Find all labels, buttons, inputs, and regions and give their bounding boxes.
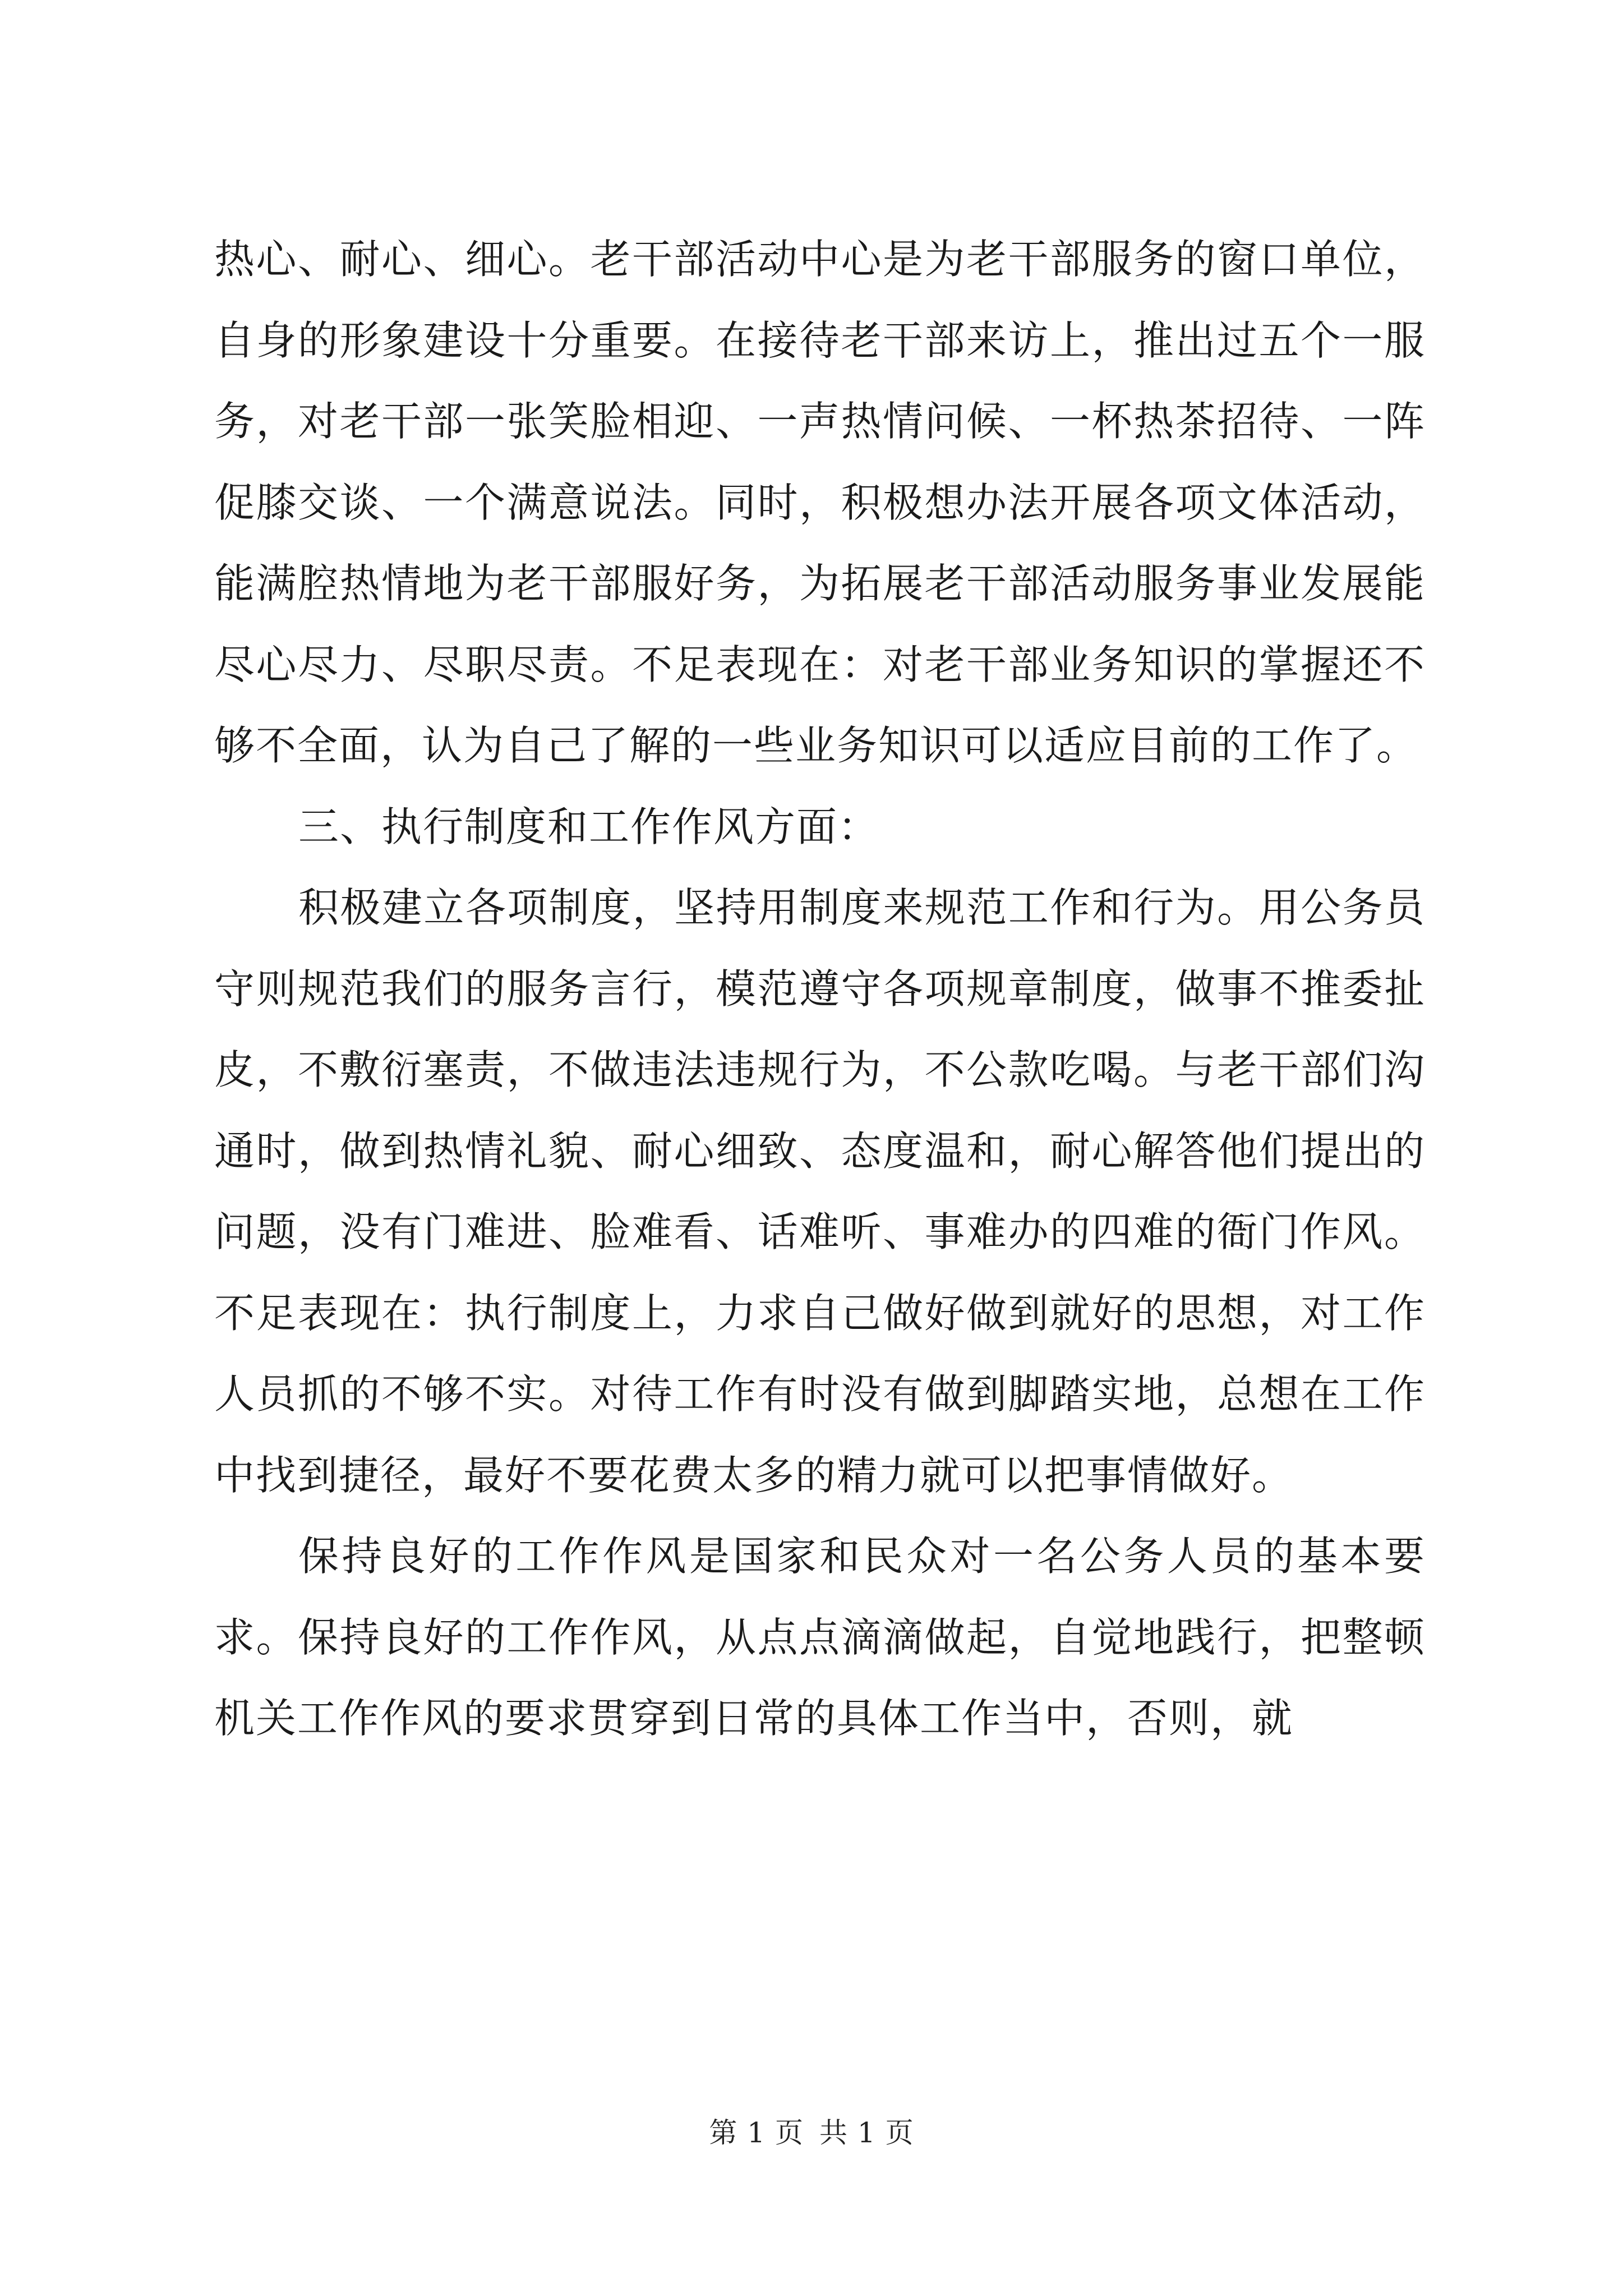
paragraph-2: 积极建立各项制度，坚持用制度来规范工作和行为。用公务员守则规范我们的服务言行，模范遵守各项规章制度，做事不推委扯皮，不敷衍塞责，不做违法违规行为，不公款吃喝。与老干部们沟通时，做到热情礼貌、耐心细致、态度温和，耐心解答他们提出的问题，没有门难进、脸难看、话难听、事难办的四难的衙门作风。不足表现在：执行制度上，力求自己做好做到就好的思想，对工作人员抓的不够不实。对待工作有时没有做到脚踏实地，总想在工作中找到捷径，最好不要花费太多的精力就可以把事情做好。 [214,884,1426,1499]
page-number: 第 1 页 [709,2116,804,2149]
document-body [214,219,1426,1759]
paragraph-3: 保持良好的工作作风是国家和民众对一名公务人员的基本要求。保持良好的工作作风，从点点滴滴做起，自觉地践行，把整顿机关工作作风的要求贯穿到日常的具体工作当中，否则，就 [214,1533,1426,1742]
paragraph-1: 热心、耐心、细心。老干部活动中心是为老干部服务的窗口单位，自身的形象建设十分重要。在接待老干部来访上，推出过五个一服务，对老干部一张笑脸相迎、一声热情问候、一杯热茶招待、一阵促膝交谈、一个满意说法。同时，积极想办法开展各项文体活动，能满腔热情地为老干部服好务，为拓展老干部活动服务事业发展能尽心尽力、尽职尽责。不足表现在：对老干部业务知识的掌握还不够不全面，认为自己了解的一些业务知识可以适应目前的工作了。 [214,236,1426,769]
section-heading-3: 三、执行制度和工作作风方面： [298,803,880,850]
page-total: 共 1 页 [819,2116,914,2149]
page-footer [0,2116,1623,2150]
